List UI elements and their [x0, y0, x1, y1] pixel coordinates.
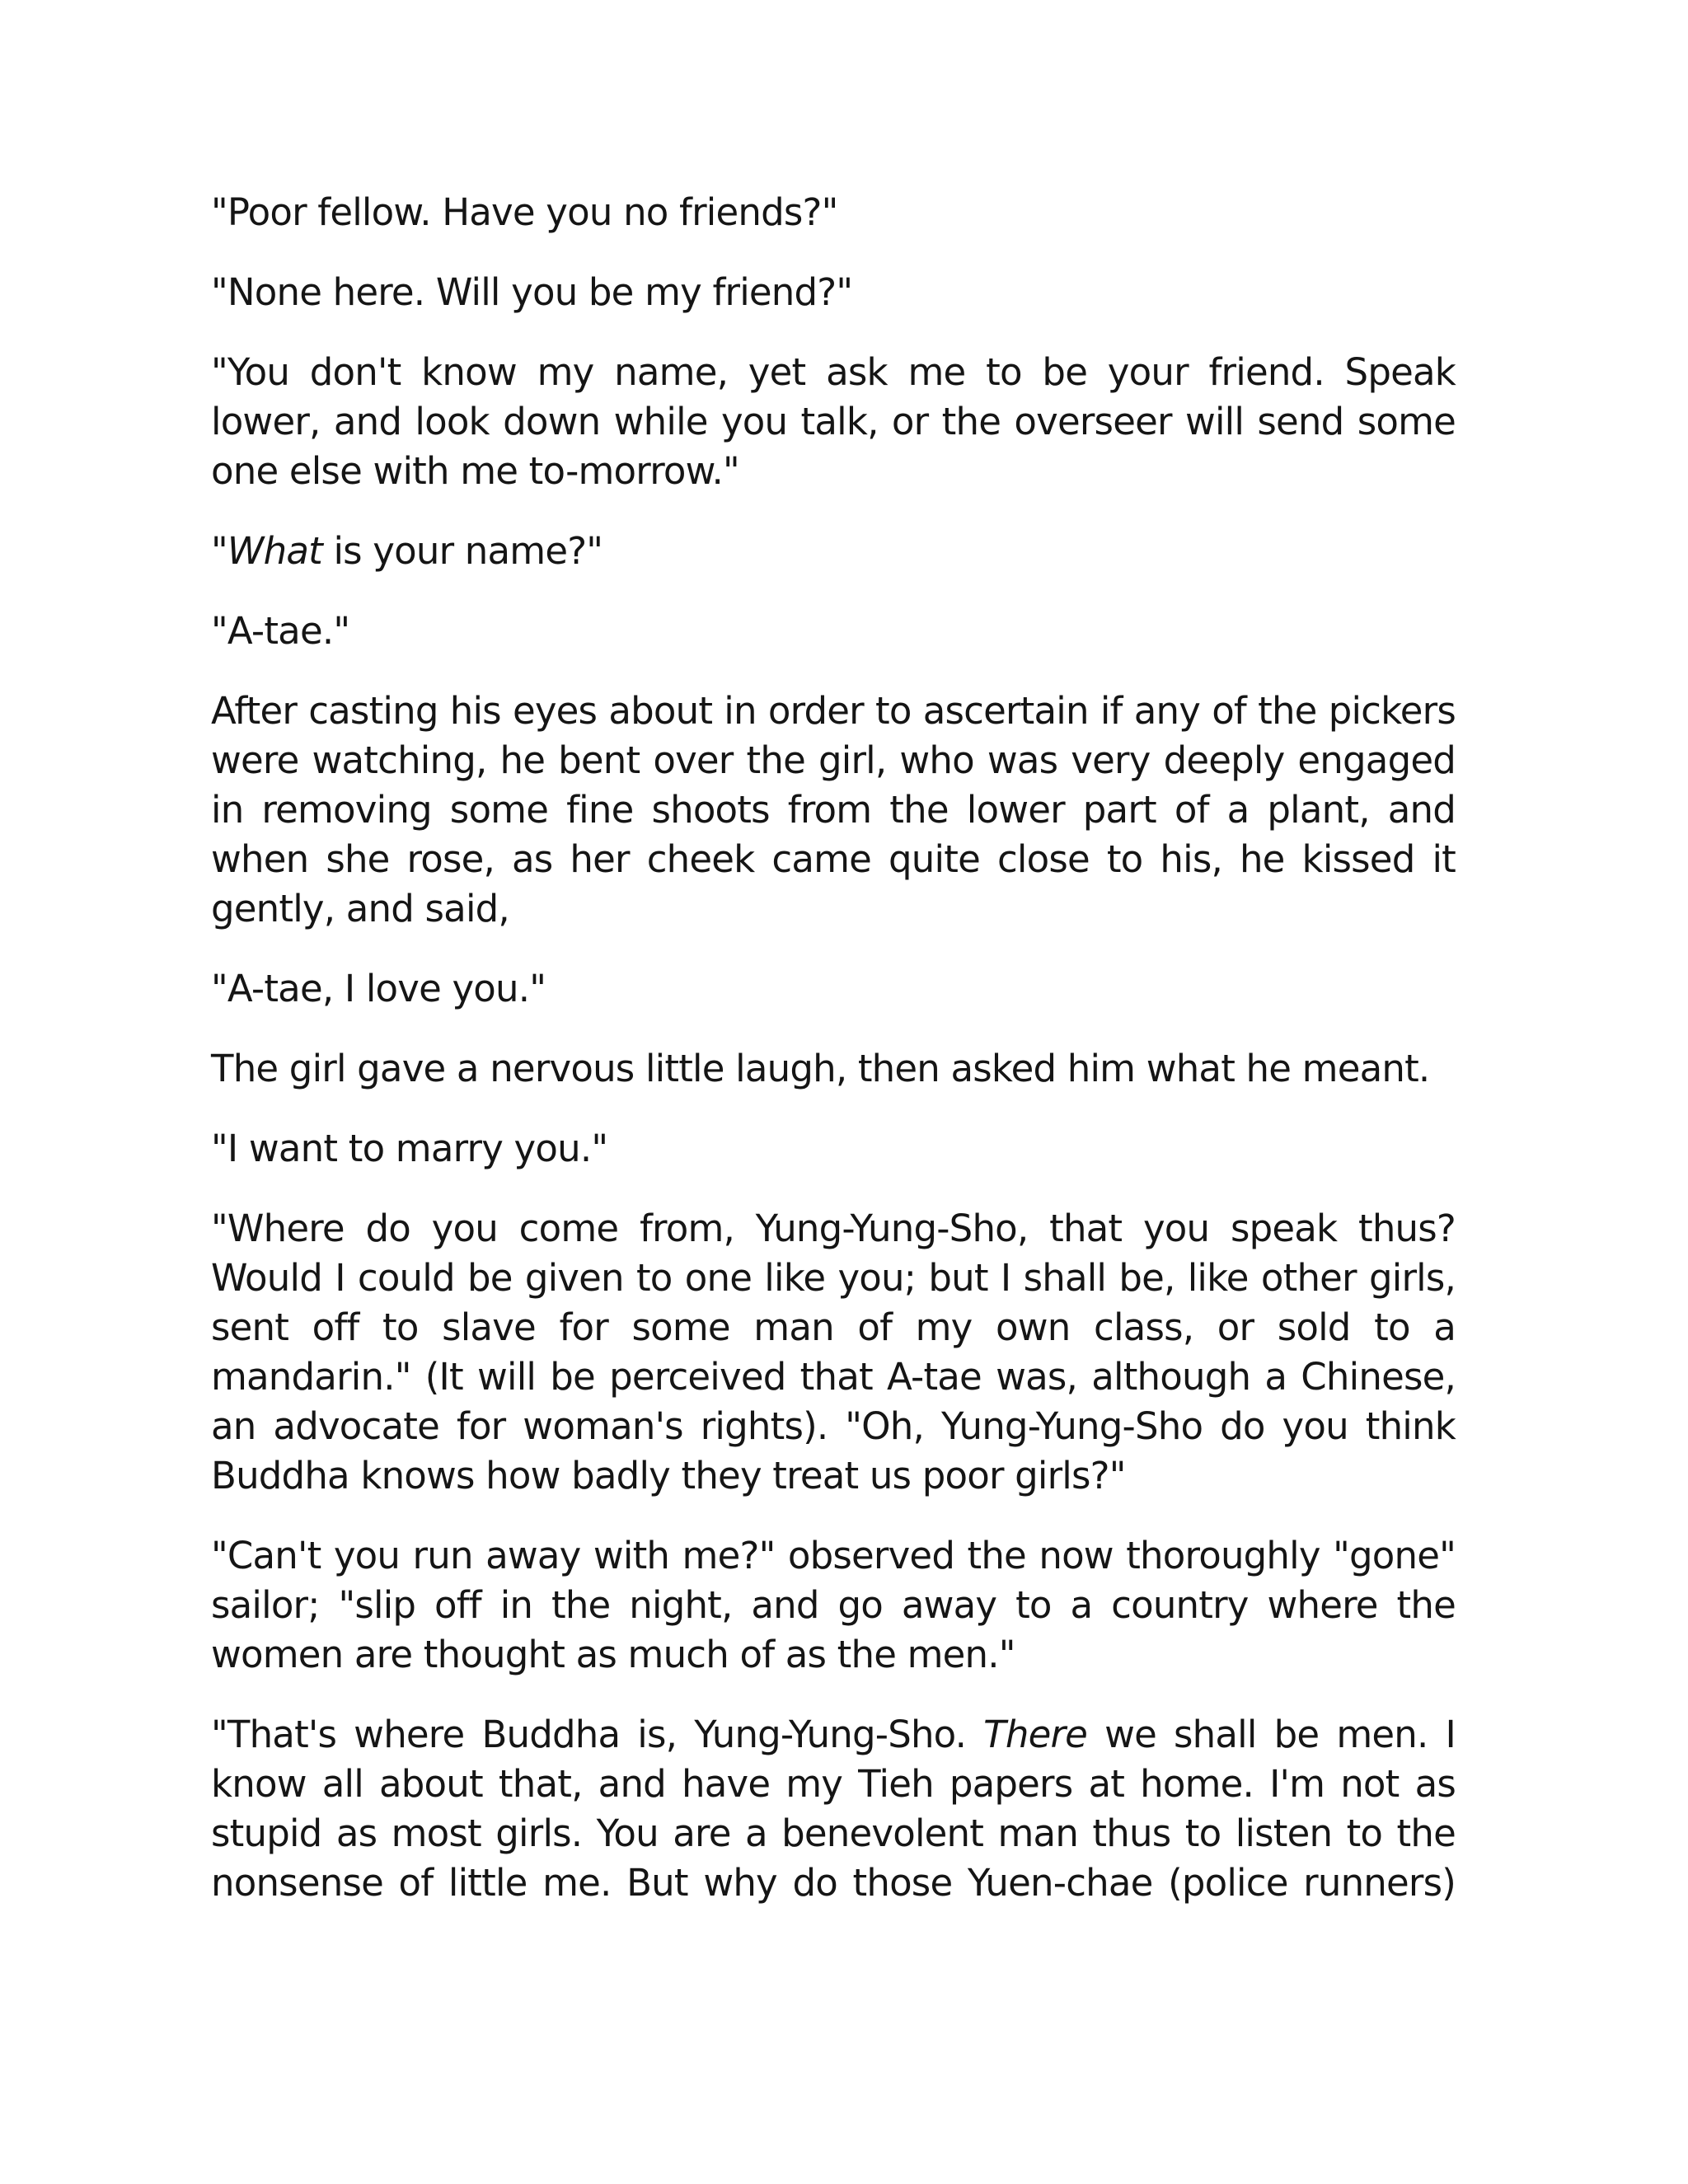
paragraph-6: [211, 687, 1456, 934]
paragraph-1: [211, 188, 1456, 237]
paragraph-5: [211, 607, 1456, 656]
paragraph-11: [211, 1531, 1456, 1680]
paragraph-4: [211, 527, 1456, 576]
paragraph-text: "Poor fellow. Have you no friends?": [211, 190, 838, 234]
paragraph-10: [211, 1204, 1456, 1501]
paragraph-12: [211, 1710, 1456, 1908]
paragraph-text: "I want to marry you.": [211, 1127, 608, 1170]
paragraph-text: ": [211, 529, 227, 573]
paragraph-3: [211, 348, 1456, 496]
paragraph-text: "Can't you run away with me?" observed the now thoroughly "gone" sailor; "slip off in the night, and go away to a country where the women are thought as much of as the men.": [211, 1534, 1456, 1676]
paragraph-2: [211, 268, 1456, 317]
paragraph-text: is your name?": [321, 529, 603, 573]
paragraph-text: "A-tae.": [211, 609, 350, 653]
paragraph-8: [211, 1044, 1456, 1094]
paragraph-text: we shall be men. I know all about that, and have my Tieh papers at home. I'm not as stupid as most girls. You are a benevolent man thus to listen to the nonsense of little me. But why do those Yuen-chae (police runners): [211, 1713, 1456, 1905]
paragraph-text: After casting his eyes about in order to ascertain if any of the pickers were watching, he bent over the girl, who was very deeply engaged in removing some fine shoots from the lower part of a plant, and when she rose, as her cheek came quite close to his, he kissed it gently, and said,: [211, 689, 1456, 930]
italic-emphasis: There: [983, 1713, 1088, 1756]
paragraph-text: "Where do you come from, Yung-Yung-Sho, that you speak thus? Would I could be given to one like you; but I shall be, like other girls, sent off to slave for some man of my own class, or sold to a mandarin." (It will be perceived that A-tae was, although a Chinese, an advocate for woman's rights). "Oh, Yung-Yung-Sho do you think Buddha knows how badly they treat us poor girls?": [211, 1207, 1456, 1497]
paragraph-text: The girl gave a nervous little laugh, then asked him what he meant.: [211, 1047, 1430, 1090]
paragraph-text: "None here. Will you be my friend?": [211, 270, 853, 314]
paragraph-text: "That's where Buddha is, Yung-Yung-Sho.: [211, 1713, 984, 1756]
book-page: [211, 188, 1456, 1908]
paragraph-text: "A-tae, I love you.": [211, 967, 546, 1010]
paragraph-7: [211, 964, 1456, 1014]
paragraph-text: "You don't know my name, yet ask me to be your friend. Speak lower, and look down while you talk, or the overseer will send some one else with me to-morrow.": [211, 350, 1456, 493]
italic-emphasis: What: [227, 529, 322, 573]
paragraph-9: [211, 1124, 1456, 1174]
